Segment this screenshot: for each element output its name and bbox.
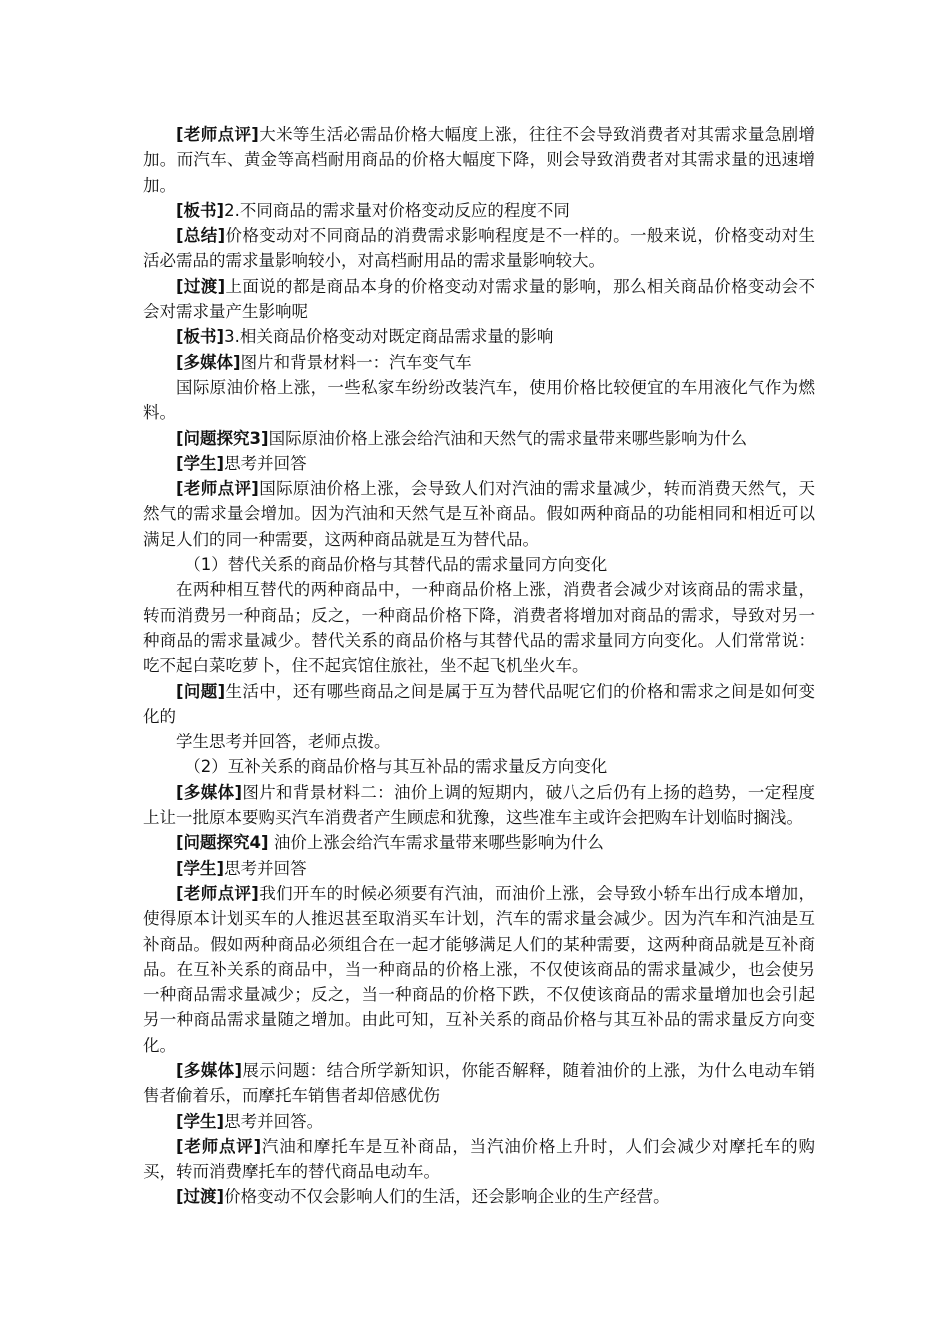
paragraph xyxy=(143,1109,815,1134)
paragraph-tag: [学生] xyxy=(176,858,225,878)
paragraph-tag: [过渡] xyxy=(176,1187,225,1207)
paragraph-text: 国际原油价格上涨，会导致人们对汽油的需求量减少，转而消费天然气，天然气的需求量会增加。因为汽油和天然气是互补商品。假如两种商品的功能相同和相近可以满足人们的同一种需要，这两种商品就是互为替代品。 xyxy=(143,479,816,549)
paragraph-tag: [板书] xyxy=(176,327,225,347)
paragraph-tag: [老师点评] xyxy=(176,883,259,903)
paragraph-text: 生活中，还有哪些商品之间是属于互为替代品呢它们的价格和需求之间是如何变化的 xyxy=(143,681,815,726)
paragraph-tag: [学生] xyxy=(176,453,225,473)
paragraph-text: 2.不同商品的需求量对价格变动反应的程度不同 xyxy=(224,200,570,220)
paragraph-text: 价格变动对不同商品的消费需求影响程度是不一样的。一般来说，价格变动对生活必需品的需求量影响较小，对高档耐用品的需求量影响较大。 xyxy=(143,226,815,271)
paragraph xyxy=(143,1184,815,1209)
paragraph xyxy=(143,324,815,349)
paragraph-tag: [多媒体] xyxy=(176,782,242,802)
paragraph xyxy=(143,1134,815,1185)
paragraph xyxy=(143,679,815,730)
paragraph-text: 思考并回答 xyxy=(224,858,307,878)
paragraph-text: 大米等生活必需品价格大幅度上涨，往往不会导致消费者对其需求量急剧增加。而汽车、黄金等高档耐用商品的价格大幅度下降，则会导致消费者对其需求量的迅速增加。 xyxy=(143,125,816,195)
paragraph xyxy=(143,856,815,881)
paragraph-text: 展示问题：结合所学新知识，你能否解释，随着油价的上涨，为什么电动车销售者偷着乐，而摩托车销售者却倍感优伤 xyxy=(143,1060,815,1106)
paragraph-tag: [问题探究4] xyxy=(176,833,269,853)
paragraph-tag: [总结] xyxy=(176,226,226,246)
paragraph xyxy=(143,780,815,831)
paragraph xyxy=(143,375,815,426)
paragraph xyxy=(143,577,815,678)
paragraph-text: （1）替代关系的商品价格与其替代品的需求量同方向变化 xyxy=(184,555,608,575)
paragraph xyxy=(143,274,815,325)
paragraph-text: 油价上涨会给汽车需求量带来哪些影响为什么 xyxy=(268,833,604,853)
paragraph xyxy=(143,729,815,754)
paragraph xyxy=(143,198,815,223)
section-heading xyxy=(143,552,815,577)
paragraph xyxy=(143,1058,815,1109)
paragraph-text: 3.相关商品价格变动对既定商品需求量的影响 xyxy=(224,327,554,347)
paragraph-text: 国际原油价格上涨会给汽油和天然气的需求量带来哪些影响为什么 xyxy=(268,428,748,448)
paragraph-text: 图片和背景材料二：油价上调的短期内，破八之后仍有上扬的趋势，一定程度上让一批原本要购买汽车消费者产生顾虑和犹豫，这些准车主或许会把购车计划临时搁浅。 xyxy=(143,782,815,828)
paragraph-tag: [板书] xyxy=(176,200,225,220)
paragraph xyxy=(143,350,815,375)
paragraph-tag: [问题探究3] xyxy=(176,428,269,448)
paragraph-text: 在两种相互替代的两种商品中，一种商品价格上涨，消费者会减少对该商品的需求量，转而消费另一种商品；反之，一种商品价格下降，消费者将增加对商品的需求，导致对另一种商品的需求量减少。替代关系的商品价格与其替代品的需求量同方向变化。人们常常说：吃不起白菜吃萝卜，住不起宾馆住旅社，坐不起飞机坐火车。 xyxy=(143,580,815,676)
paragraph-tag: [问题] xyxy=(176,681,226,701)
paragraph-text: 汽油和摩托车是互补商品，当汽油价格上升时，人们会减少对摩托车的购买，转而消费摩托车的替代商品电动车。 xyxy=(143,1136,815,1182)
paragraph xyxy=(143,122,815,198)
paragraph xyxy=(143,881,815,1058)
paragraph-text: 图片和背景材料一：汽车变气车 xyxy=(240,352,472,372)
paragraph-tag: [学生] xyxy=(176,1111,225,1131)
paragraph xyxy=(143,830,815,855)
paragraph-text: 学生思考并回答，老师点拨。 xyxy=(176,732,391,752)
paragraph-tag: [老师点评] xyxy=(176,125,259,144)
paragraph-text: 我们开车的时候必须要有汽油，而油价上涨，会导致小轿车出行成本增加，使得原本计划买车的人推迟甚至取消买车计划，汽车的需求量会减少。因为汽车和汽油是互补商品。假如两种商品必须组合在一起才能够满足人们的某种需要，这两种商品就是互补商品。在互补关系的商品中，当一种商品的价格上涨，不仅使该商品的需求量减少，也会使另一种商品需求量减少；反之，当一种商品的价格下跌，不仅使该商品的需求量增加也会引起另一种商品需求量随之增加。由此可知，互补关系的商品价格与其互补品的需求量反方向变化。 xyxy=(143,883,816,1055)
paragraph-text: 上面说的都是商品本身的价格变动对需求量的影响，那么相关商品价格变动会不会对需求量产生影响呢 xyxy=(143,276,815,322)
paragraph-text: 思考并回答。 xyxy=(224,1111,324,1131)
paragraph-text: 国际原油价格上涨，一些私家车纷纷改装汽车，使用价格比较便宜的车用液化气作为燃料。 xyxy=(143,377,815,423)
paragraph xyxy=(143,476,815,552)
paragraph-tag: [多媒体] xyxy=(176,352,241,372)
paragraph-text: 思考并回答 xyxy=(224,453,307,473)
paragraph xyxy=(143,451,815,476)
paragraph-tag: [过渡] xyxy=(176,276,226,296)
paragraph xyxy=(143,223,815,274)
paragraph-tag: [老师点评] xyxy=(176,1136,262,1156)
document-body xyxy=(143,122,815,1210)
section-heading xyxy=(143,754,815,779)
paragraph-tag: [老师点评] xyxy=(176,479,259,499)
paragraph-tag: [多媒体] xyxy=(176,1060,242,1080)
paragraph xyxy=(143,426,815,451)
paragraph-text: （2）互补关系的商品价格与其互补品的需求量反方向变化 xyxy=(184,757,608,777)
paragraph-text: 价格变动不仅会影响人们的生活，还会影响企业的生产经营。 xyxy=(224,1187,670,1207)
